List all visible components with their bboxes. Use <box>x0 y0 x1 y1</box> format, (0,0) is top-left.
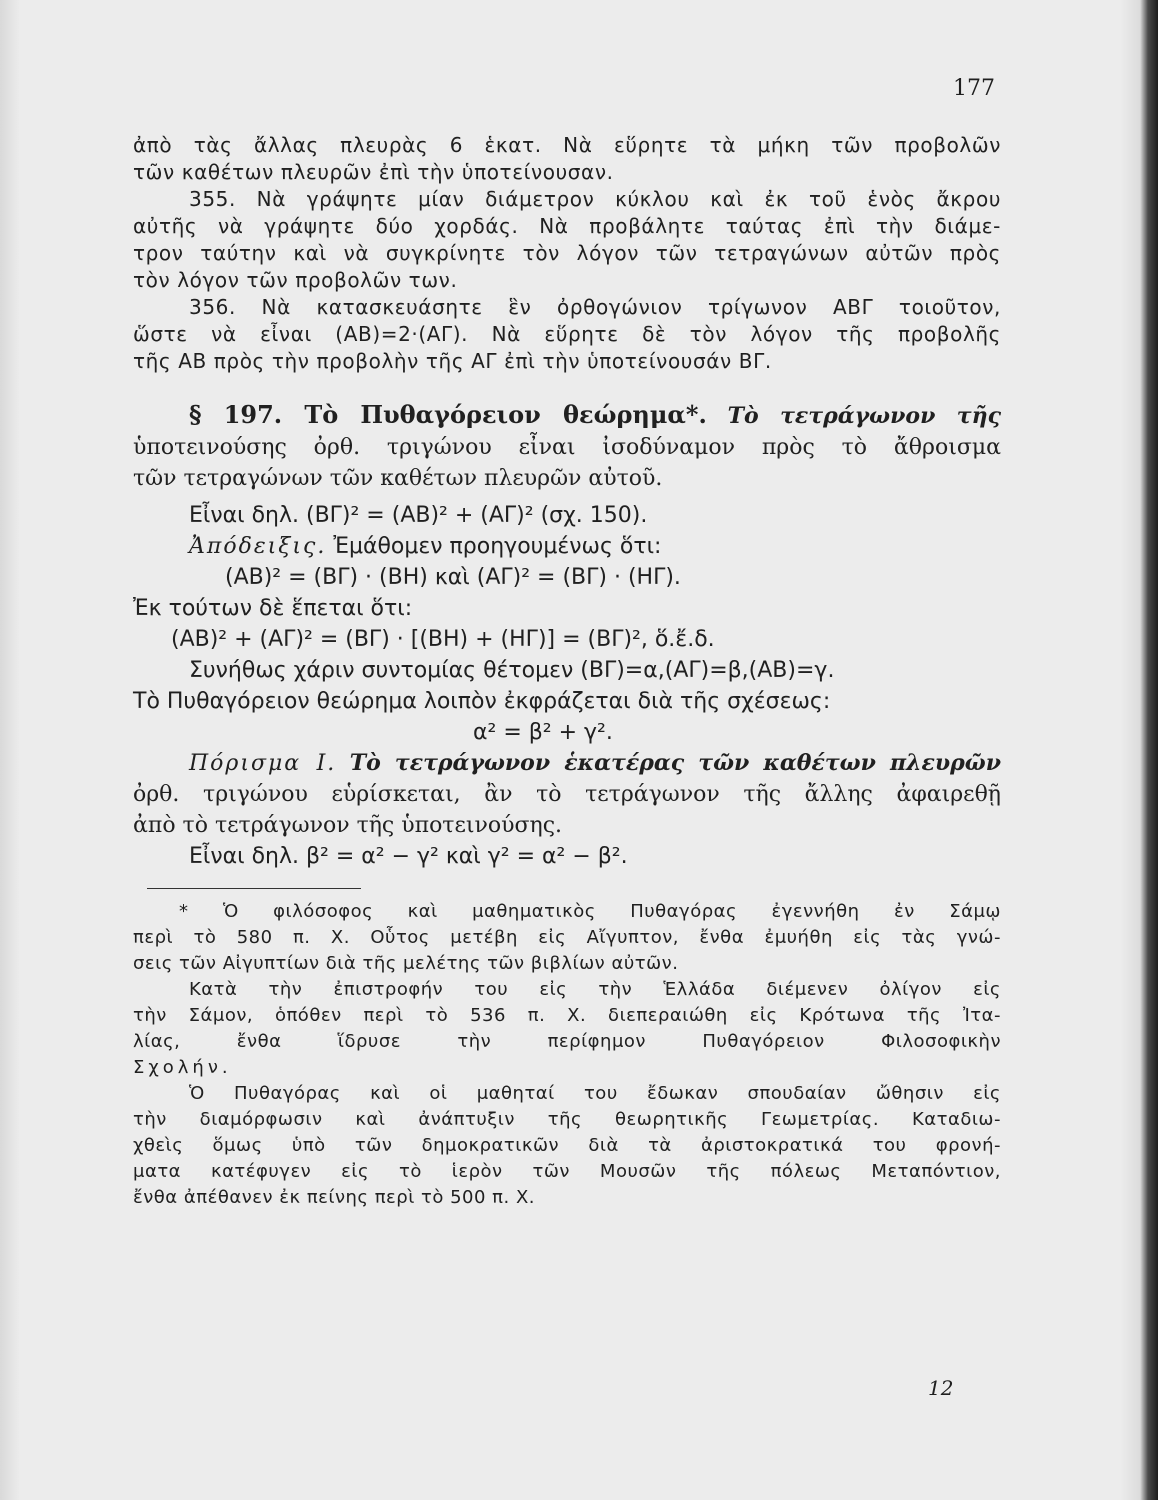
corollary-line: ὀρθ. τριγώνου εὑρίσκεται, ἂν τὸ τετράγωνον τῆς ἄλλης ἀφαιρεθῇ <box>133 782 1001 807</box>
section-number-title: § 197. Τὸ Πυθαγόρειον θεώρημα*. <box>189 400 707 429</box>
proof-label: Ἀπόδειξις. <box>189 534 327 559</box>
footnote-divider <box>147 888 361 889</box>
footnote-line: ἔνθα ἀπέθανεν ἐκ πείνης περὶ τὸ 500 π. Χ. <box>133 1187 536 1208</box>
exercise-line: τῆς ΑΒ πρὸς τὴν προβολὴν τῆς ΑΓ ἐπὶ τὴν ὑποτείνουσάν ΒΓ. <box>133 349 772 373</box>
exercise-line: τὸν λόγον τῶν προβολῶν των. <box>133 268 458 292</box>
exercise-356: 356. Νὰ κατασκευάσητε ἓν ὀρθογώνιον τρίγωνον ΑΒΓ τοιοῦτον, <box>189 295 1001 319</box>
footnote-line: Κατὰ τὴν ἐπιστροφήν του εἰς τὴν Ἑλλάδα διέμενεν ὀλίγον εἰς <box>189 979 1001 1000</box>
footnote-line: σεις τῶν Αἰγυπτίων διὰ τῆς μελέτης τῶν βιβλίων αὐτῶν. <box>133 953 679 974</box>
corollary-text: Τὸ τετράγωνον ἑκατέρας τῶν καθέτων πλευρῶν <box>349 750 1001 776</box>
footnote-line: * Ὁ φιλόσοφος καὶ μαθηματικὸς Πυθαγόρας ἐγεννήθη ἐν Σάμῳ <box>179 901 1001 922</box>
section-statement: Τὸ τετράγωνον τῆς <box>727 403 1001 429</box>
section-statement-line: τῶν τετραγώνων τῶν καθέτων πλευρῶν αὐτοῦ. <box>133 466 663 491</box>
exercise-355: 355. Νὰ γράψητε μίαν διάμετρον κύκλου καὶ ἐκ τοῦ ἑνὸς ἄκρου <box>189 187 1001 211</box>
corollary-line: ἀπὸ τὸ τετράγωνον τῆς ὑποτεινούσης. <box>133 813 563 838</box>
theorem-claim: Εἶναι δηλ. (ΒΓ)² = (ΑΒ)² + (ΑΓ)² (σχ. 150). <box>189 503 648 528</box>
equation-2: (ΑΒ)² + (ΑΓ)² = (ΒΓ) · [(ΒΗ) + (ΗΓ)] = (ΒΓ)², ὅ.ἔ.δ. <box>171 627 715 652</box>
footnote-line: τὴν Σάμον, ὁπόθεν περὶ τὸ 536 π. Χ. διεπεραιώθη εἰς Κρότωνα τῆς Ἰτα- <box>133 1005 1001 1026</box>
exercise-line: τῶν καθέτων πλευρῶν ἐπὶ τὴν ὑποτείνουσαν. <box>133 160 614 184</box>
footnote-line: ματα κατέφυγεν εἰς τὸ ἱερὸν τῶν Μουσῶν τῆς πόλεως Μεταπόντιον, <box>133 1161 1001 1182</box>
footnote-line: τὴν διαμόρφωσιν καὶ ἀνάπτυξιν τῆς θεωρητικῆς Γεωμετρίας. Καταδιω- <box>133 1109 1001 1130</box>
exercise-line: ὥστε νὰ εἶναι (ΑΒ)=2·(ΑΓ). Νὰ εὕρητε δὲ τὸν λόγον τῆς προβολῆς <box>133 322 1001 346</box>
corollary-heading <box>133 748 1001 779</box>
exercise-line: τρον ταύτην καὶ νὰ συγκρίνητε τὸν λόγον τῶν τετραγώνων αὐτῶν πρὸς <box>133 241 1001 265</box>
section-heading <box>133 399 1001 432</box>
proof-intro: Ἐμάθομεν προηγουμένως ὅτι: <box>333 534 662 559</box>
page-number: 177 <box>953 76 995 101</box>
section-statement-line: ὑποτεινούσης ὀρθ. τριγώνου εἶναι ἰσοδύναμον πρὸς τὸ ἄθροισμα <box>133 435 1001 460</box>
footnote-line: Σχολήν. <box>133 1057 232 1078</box>
footnote-line: περὶ τὸ 580 π. Χ. Οὗτος μετέβη εἰς Αἴγυπτον, ἔνθα ἐμυήθη εἰς τὰς γνώ- <box>133 927 1001 948</box>
footnote-line: χθεὶς ὅμως ὑπὸ τῶν δημοκρατικῶν διὰ τὰ ἀριστοκρατικά του φρονή- <box>133 1135 1001 1156</box>
signature-mark: 12 <box>928 1376 954 1400</box>
footnote-line: λίας, ἔνθα ἵδρυσε τὴν περίφημον Πυθαγόρειον Φιλοσοφικὴν <box>133 1031 1001 1052</box>
follows-text: Ἐκ τούτων δὲ ἕπεται ὅτι: <box>133 596 413 621</box>
pythagorean-formula: α² = β² + γ². <box>473 720 613 745</box>
footnote-line: Ὁ Πυθαγόρας καὶ οἱ μαθηταί του ἔδωκαν σπουδαίαν ὤθησιν εἰς <box>189 1083 1001 1104</box>
notation-text: Συνήθως χάριν συντομίας θέτομεν (ΒΓ)=α,(ΑΓ)=β,(ΑΒ)=γ. <box>189 658 835 683</box>
proof-intro-line <box>133 531 1001 562</box>
equation-1: (ΑΒ)² = (ΒΓ) · (ΒΗ) καὶ (ΑΓ)² = (ΒΓ) · (ΗΓ). <box>225 565 681 590</box>
corollary-label: Πόρισμα Ι. <box>189 751 337 776</box>
page-text <box>133 132 1001 1211</box>
corollary-formula: Εἶναι δηλ. β² = α² − γ² καὶ γ² = α² − β². <box>189 844 628 869</box>
exercise-line: ἀπὸ τὰς ἄλλας πλευρὰς 6 ἑκατ. Νὰ εὕρητε τὰ μήκη τῶν προβολῶν <box>133 133 1001 157</box>
exercise-line: αὐτῆς νὰ γράψητε δύο χορδάς. Νὰ προβάλητε ταύτας ἐπὶ τὴν διάμε- <box>133 214 1001 238</box>
expression-text: Τὸ Πυθαγόρειον θεώρημα λοιπὸν ἐκφράζεται διὰ τῆς σχέσεως: <box>133 689 831 714</box>
